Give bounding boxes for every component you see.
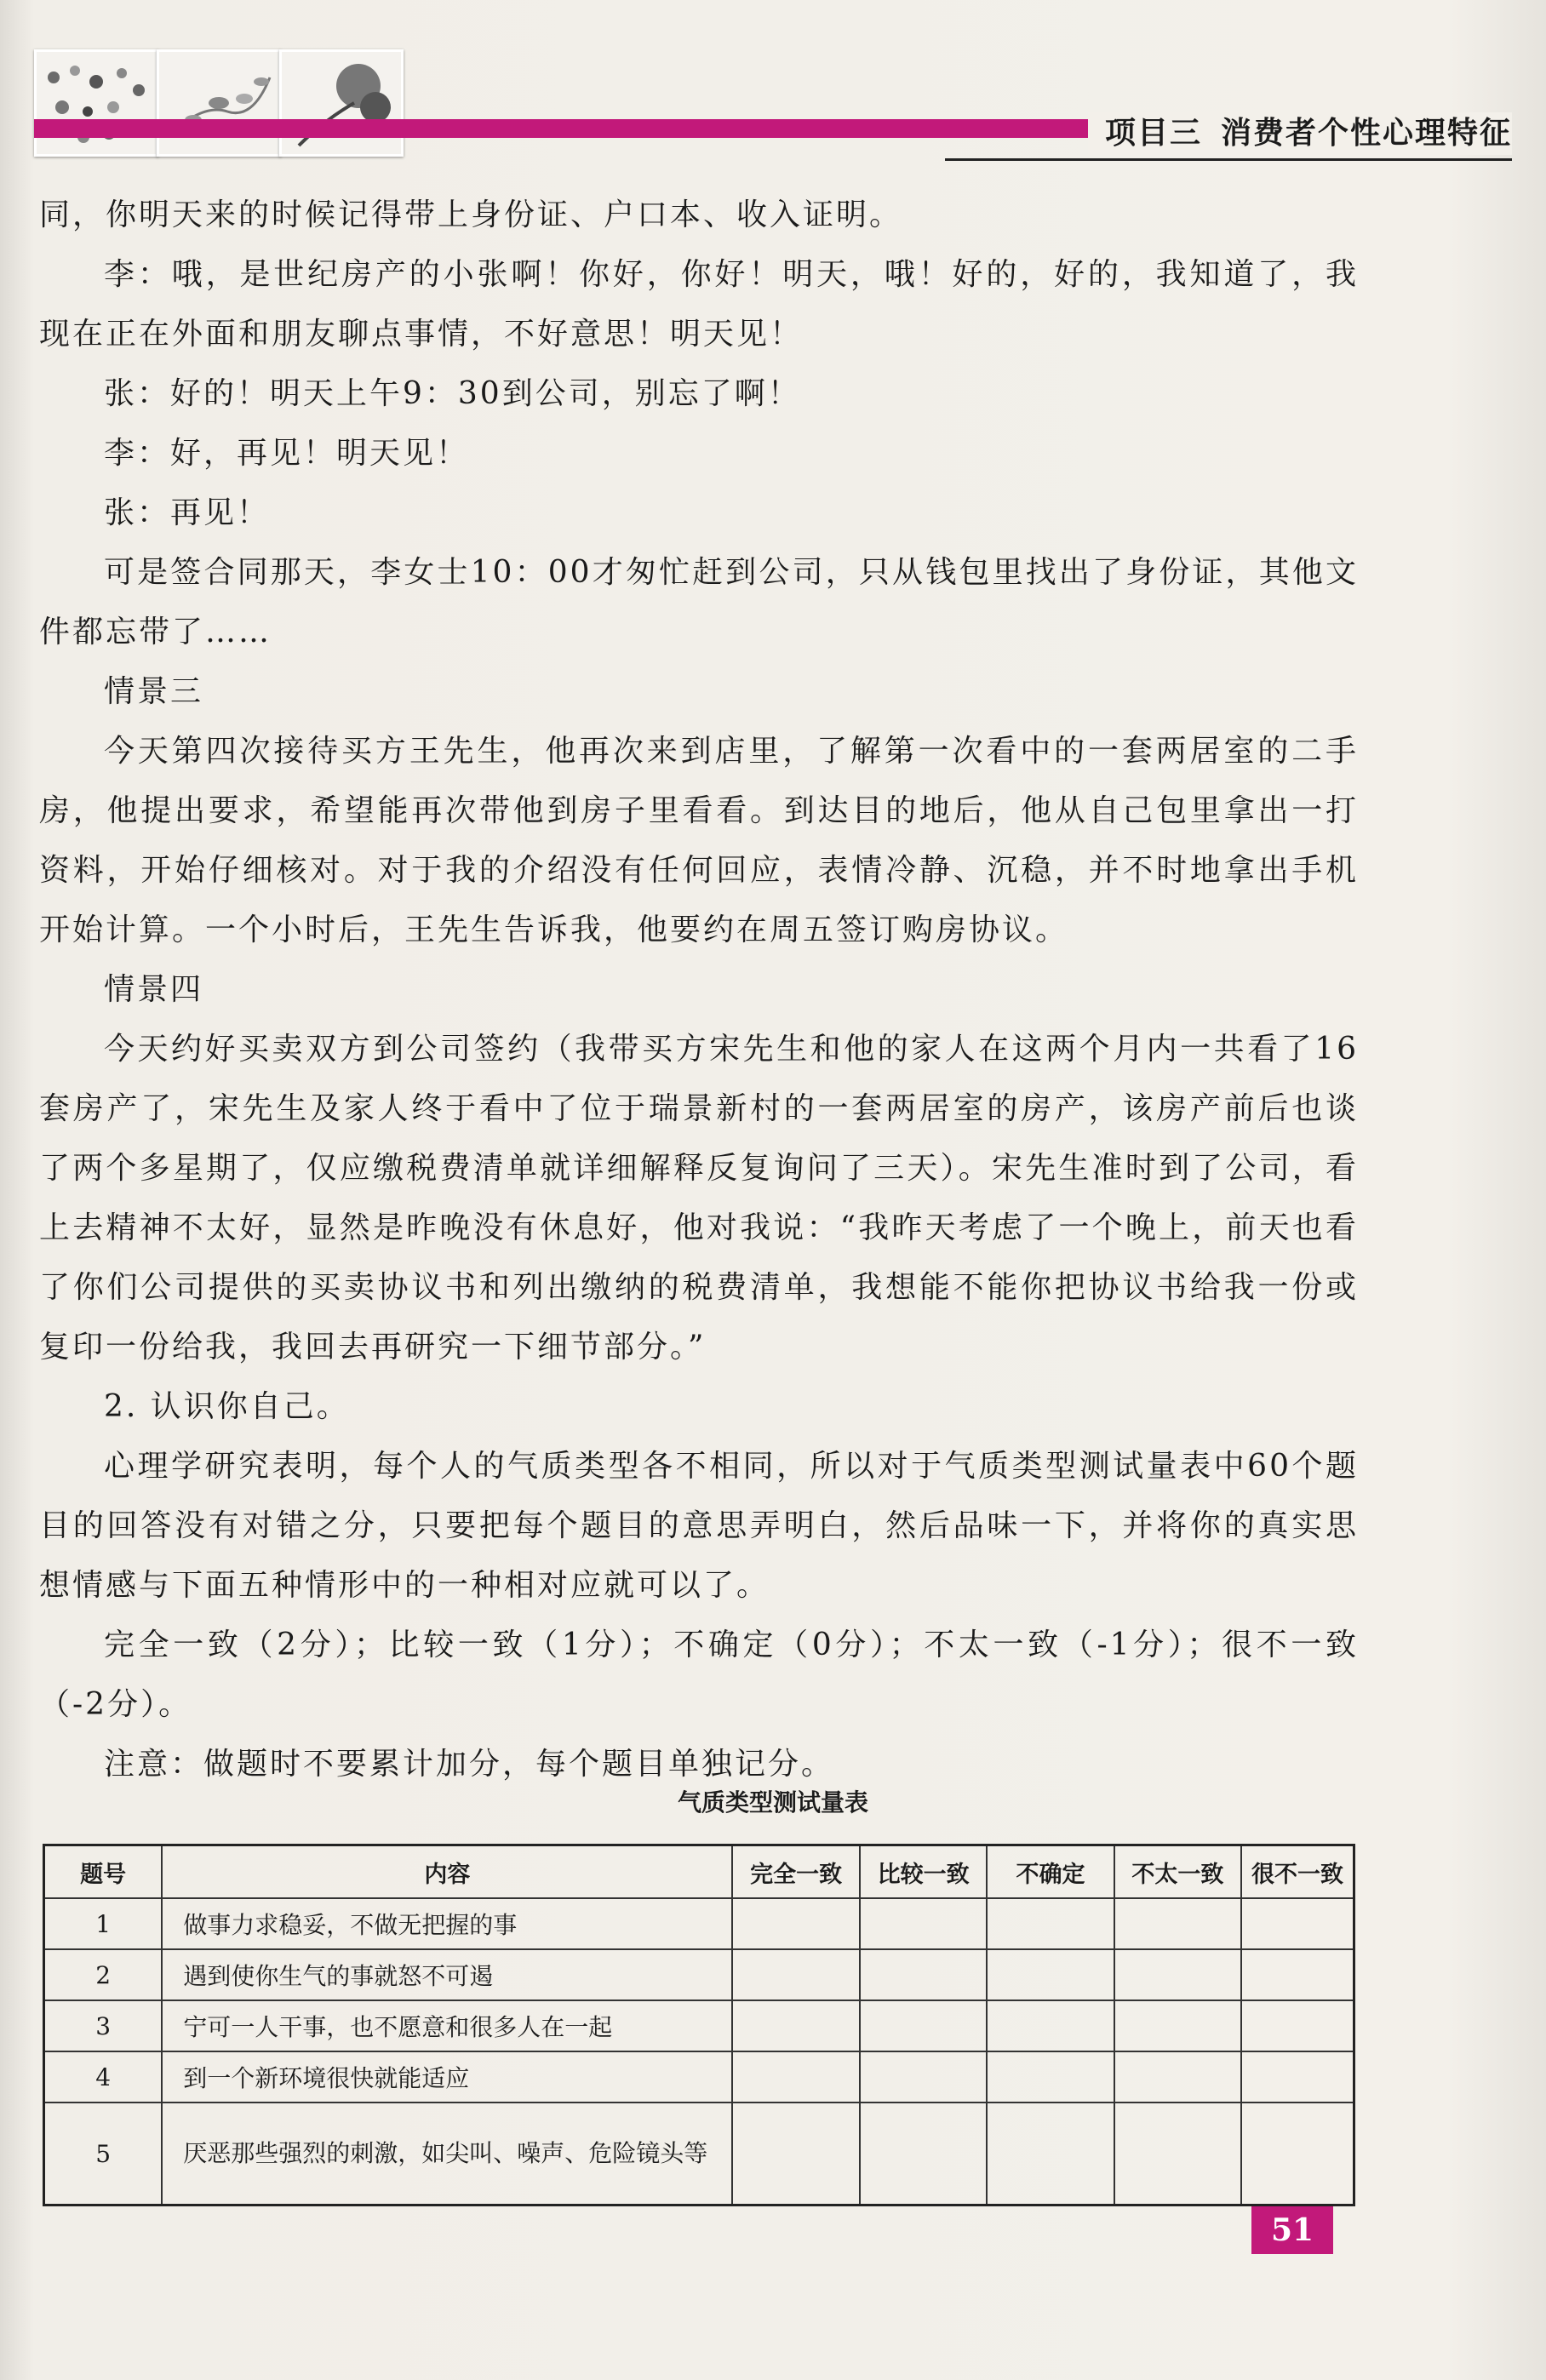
questionnaire-table [43,1844,1355,2206]
answer-cell[interactable] [987,2051,1114,2103]
paragraph: 今天第四次接待买方王先生，他再次来到店里，了解第一次看中的一套两居室的二手房，他提出要求，希望能再次带他到房子里看看。到达目的地后，他从自己包里拿出一打资料，开始仔细核对。对于我的介绍没有任何回应，表情冷静、沉稳，并不时地拿出手机开始计算。一个小时后，王先生告诉我，他要约在周五签订购房协议。 [39,734,1359,947]
answer-cell[interactable] [1114,1949,1241,2000]
answer-cell[interactable] [732,2000,859,2051]
answer-cell[interactable] [1114,2000,1241,2051]
answer-cell[interactable] [1241,1949,1354,2000]
column-header: 不太一致 [1114,1845,1241,1899]
row-content: 到一个新环境很快就能适应 [162,2051,732,2103]
answer-cell[interactable] [1241,1898,1354,1949]
answer-cell[interactable] [732,2103,859,2206]
paragraph: 今天约好买卖双方到公司签约（我带买方宋先生和他的家人在这两个月内一共看了16套房产了，宋先生及家人终于看中了位于瑞景新村的一套两居室的房产，该房产前后也谈了两个多星期了，仅应缴税费清单就详细解释反复询问了三天）。宋先生准时到了公司，看上去精神不太好，显然是昨晚没有休息好，他对我说：“我昨天考虑了一个晚上，前天也看了你们公司提供的买卖协议书和列出缴纳的税费清单，我想能不能你把协议书给我一份或复印一份给我，我回去再研究一下细节部分。” [39,1032,1359,1364]
header-thumbnail-branch [157,49,281,157]
paragraph: 张：好的！明天上午9：30到公司，别忘了啊！ [104,376,801,411]
row-content: 遇到使你生气的事就怒不可遏 [162,1949,732,2000]
table-row [44,1949,1354,2000]
answer-cell[interactable] [732,1949,859,2000]
paragraph: 张：再见！ [104,495,271,530]
header-thumbnail-flower [279,49,404,157]
paragraph: 李：哦，是世纪房产的小张啊！你好，你好！明天，哦！好的，好的，我知道了，我现在正在外面和朋友聊点事情，不好意思！明天见！ [39,257,1359,352]
column-header: 完全一致 [732,1845,859,1899]
table-title: 气质类型测试量表 [677,1788,868,1816]
answer-cell[interactable] [860,2051,987,2103]
table-row [44,2051,1354,2103]
running-head [1088,112,1512,155]
column-header: 题号 [44,1845,163,1899]
table-row [44,2103,1354,2206]
row-number: 2 [44,1949,163,2000]
answer-cell[interactable] [987,2000,1114,2051]
answer-cell[interactable] [860,1898,987,1949]
table-header-row [44,1845,1354,1899]
row-content-text: 厌恶那些强烈的刺激，如尖叫、噪声、危险镜头等 [183,2139,708,2167]
answer-cell[interactable] [1241,2103,1354,2206]
answer-cell[interactable] [860,1949,987,2000]
answer-cell[interactable] [987,1949,1114,2000]
header-rule [945,158,1512,161]
paragraph: 完全一致（2分）；比较一致（1分）；不确定（0分）；不太一致（-1分）；很不一致（-2分）。 [39,1628,1359,1722]
answer-cell[interactable] [1241,2051,1354,2103]
answer-cell[interactable] [1241,2000,1354,2051]
page-number: 51 [1251,2206,1333,2254]
answer-cell[interactable] [1114,1898,1241,1949]
answer-cell[interactable] [987,1898,1114,1949]
paragraph: 同，你明天来的时候记得带上身份证、户口本、收入证明。 [39,197,903,232]
row-number: 4 [44,2051,163,2103]
answer-cell[interactable] [1114,2103,1241,2206]
answer-cell[interactable] [732,1898,859,1949]
column-header: 比较一致 [860,1845,987,1899]
row-content [162,2103,732,2206]
answer-cell[interactable] [1114,2051,1241,2103]
column-header: 不确定 [987,1845,1114,1899]
answer-cell[interactable] [732,2051,859,2103]
paragraph: 李：好，再见！明天见！ [104,436,470,471]
paragraph: 心理学研究表明，每个人的气质类型各不相同，所以对于气质类型测试量表中60个题目的回答没有对错之分，只要把每个题目的意思弄明白，然后品味一下，并将你的真实思想情感与下面五种情形中的一种相对应就可以了。 [39,1449,1359,1603]
paragraph: 注意：做题时不要累计加分，每个题目单独记分。 [104,1747,835,1782]
paragraph: 可是签合同那天，李女士10：00才匆忙赶到公司，只从钱包里找出了身份证，其他文件都忘带了…… [39,555,1359,649]
column-header: 很不一致 [1241,1845,1354,1899]
section-heading: 2. 认识你自己。 [104,1389,350,1424]
running-head-section: 项目三 [1104,116,1202,151]
row-content: 宁可一人干事，也不愿意和很多人在一起 [162,2000,732,2051]
answer-cell[interactable] [860,2000,987,2051]
table-row [44,2000,1354,2051]
column-header: 内容 [162,1845,732,1899]
row-content: 做事力求稳妥，不做无把握的事 [162,1898,732,1949]
running-head-chapter: 消费者个性心理特征 [1220,116,1512,151]
row-number: 5 [44,2103,163,2206]
table-row [44,1898,1354,1949]
scene-heading: 情景三 [104,674,204,709]
row-number: 1 [44,1898,163,1949]
answer-cell[interactable] [987,2103,1114,2206]
scene-heading: 情景四 [104,972,204,1007]
answer-cell[interactable] [860,2103,987,2206]
row-number: 3 [44,2000,163,2051]
header-thumbnail-dots [34,49,158,157]
body-text [39,186,1359,1794]
